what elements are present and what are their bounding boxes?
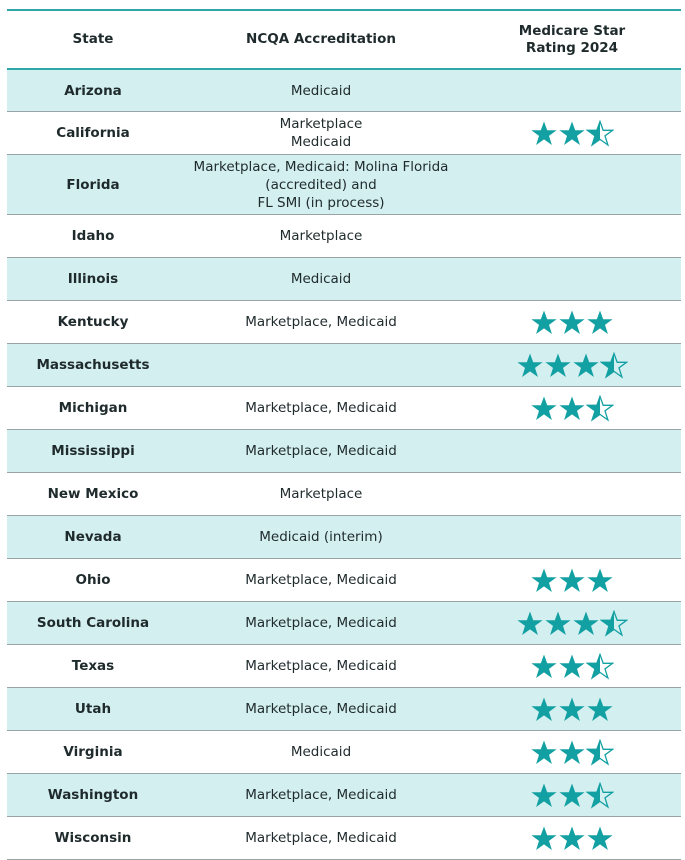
star-rating: [530, 653, 614, 680]
star-rating-cell: [463, 739, 681, 766]
star-full-icon: [586, 696, 614, 723]
star-rating-cell: [463, 610, 681, 637]
accreditation-cell: [179, 158, 463, 212]
star-full-icon: [530, 782, 558, 809]
accreditation-table: [7, 9, 681, 860]
accreditation-cell: [179, 829, 463, 847]
star-rating: [530, 825, 614, 852]
state-cell: Massachusetts: [36, 357, 150, 373]
accreditation-cell: [179, 313, 463, 331]
star-full-icon: [530, 309, 558, 336]
star-full-icon: [530, 739, 558, 766]
table-row: [7, 70, 681, 112]
state-cell: California: [56, 125, 130, 141]
table-row: [7, 688, 681, 731]
accreditation-cell: [179, 270, 463, 288]
star-rating: [530, 395, 614, 422]
accreditation-cell: [179, 700, 463, 718]
table-row: [7, 731, 681, 774]
accreditation-cell: [179, 571, 463, 589]
accreditation-line: Medicaid: [290, 134, 352, 150]
star-full-icon: [544, 352, 572, 379]
accreditation-line: Marketplace, Medicaid: [245, 443, 397, 459]
state-cell: Kentucky: [57, 314, 129, 330]
star-half-icon: [586, 395, 614, 422]
star-half-icon: [600, 610, 628, 637]
star-full-icon: [530, 567, 558, 594]
accreditation-cell: [179, 115, 463, 151]
accreditation-cell: [179, 786, 463, 804]
accreditation-line: Marketplace, Medicaid: [245, 400, 397, 416]
accreditation-line: Marketplace, Medicaid: [245, 658, 397, 674]
table-row: [7, 817, 681, 860]
star-rating: [530, 696, 614, 723]
star-half-icon: [600, 352, 628, 379]
star-full-icon: [586, 825, 614, 852]
table-body: [7, 70, 681, 860]
star-rating-cell: [463, 782, 681, 809]
star-rating: [530, 567, 614, 594]
state-cell: Mississippi: [51, 443, 135, 459]
star-full-icon: [516, 610, 544, 637]
accreditation-line: Medicaid: [290, 82, 352, 99]
table-row: [7, 155, 681, 215]
star-full-icon: [558, 739, 586, 766]
accreditation-line: Medicaid (interim): [259, 529, 383, 545]
star-full-icon: [558, 653, 586, 680]
state-cell: South Carolina: [36, 615, 150, 631]
accreditation-line: Marketplace, Medicaid: [245, 787, 397, 803]
accreditation-cell: [179, 227, 463, 245]
table-row: [7, 645, 681, 688]
table-row: [7, 559, 681, 602]
header-rating-line2: Rating 2024: [525, 39, 619, 56]
table-row: [7, 473, 681, 516]
star-full-icon: [558, 825, 586, 852]
state-cell: Ohio: [75, 572, 111, 588]
star-rating: [516, 610, 628, 637]
star-half-icon: [586, 120, 614, 147]
star-rating-cell: [463, 825, 681, 852]
accreditation-cell: [179, 82, 463, 100]
state-cell: Michigan: [58, 400, 128, 416]
star-full-icon: [586, 567, 614, 594]
state-cell: Washington: [47, 787, 139, 803]
accreditation-line: Medicaid: [290, 271, 352, 287]
star-rating: [530, 309, 614, 336]
star-half-icon: [586, 739, 614, 766]
star-full-icon: [530, 120, 558, 147]
state-cell: Illinois: [67, 271, 119, 287]
star-rating: [530, 739, 614, 766]
table-row: [7, 215, 681, 258]
accreditation-line: Marketplace, Medicaid: [245, 615, 397, 631]
accreditation-line: Marketplace, Medicaid: [245, 572, 397, 588]
accreditation-cell: [179, 743, 463, 761]
accreditation-cell: [179, 485, 463, 503]
star-half-icon: [586, 653, 614, 680]
star-full-icon: [530, 696, 558, 723]
table-header: [7, 11, 681, 70]
star-rating: [516, 352, 628, 379]
star-rating-cell: [463, 696, 681, 723]
accreditation-cell: [179, 657, 463, 675]
star-full-icon: [558, 696, 586, 723]
star-full-icon: [572, 352, 600, 379]
table-row: [7, 430, 681, 473]
state-cell: Virginia: [63, 744, 123, 760]
accreditation-line: Marketplace: [279, 116, 363, 132]
header-state: State: [72, 31, 114, 47]
accreditation-line: Marketplace, Medicaid: [245, 314, 397, 330]
star-full-icon: [530, 395, 558, 422]
star-rating-cell: [463, 352, 681, 379]
table-row: [7, 112, 681, 155]
accreditation-cell: [179, 614, 463, 632]
star-full-icon: [558, 120, 586, 147]
accreditation-line: Marketplace: [279, 228, 363, 244]
accreditation-line: Marketplace, Medicaid: [245, 830, 397, 846]
accreditation-line: (accredited) and: [265, 176, 377, 193]
state-cell: Utah: [74, 701, 112, 717]
star-rating: [530, 120, 614, 147]
state-cell: Wisconsin: [54, 830, 132, 846]
state-cell: Nevada: [64, 529, 122, 545]
star-full-icon: [558, 395, 586, 422]
star-full-icon: [530, 825, 558, 852]
header-rating-line1: Medicare Star: [518, 22, 626, 39]
header-ncqa: NCQA Accreditation: [246, 31, 396, 47]
star-full-icon: [558, 782, 586, 809]
table-row: [7, 516, 681, 559]
accreditation-cell: [179, 442, 463, 460]
table-row: [7, 344, 681, 387]
accreditation-line: Marketplace, Medicaid: Molina Florida: [193, 158, 449, 175]
accreditation-line: FL SMI (in process): [257, 194, 385, 211]
state-cell: Idaho: [71, 228, 115, 244]
star-rating-cell: [463, 653, 681, 680]
star-full-icon: [516, 352, 544, 379]
table-row: [7, 774, 681, 817]
star-full-icon: [558, 309, 586, 336]
accreditation-cell: [179, 528, 463, 546]
table-row: [7, 258, 681, 301]
state-cell: New Mexico: [47, 486, 139, 502]
star-rating-cell: [463, 567, 681, 594]
star-full-icon: [558, 567, 586, 594]
table-row: [7, 387, 681, 430]
header-rating: [463, 23, 681, 57]
accreditation-line: Medicaid: [290, 744, 352, 760]
table-row: [7, 301, 681, 344]
star-rating-cell: [463, 309, 681, 336]
star-rating-cell: [463, 120, 681, 147]
star-half-icon: [586, 782, 614, 809]
star-rating: [530, 782, 614, 809]
accreditation-cell: [179, 399, 463, 417]
accreditation-line: Marketplace, Medicaid: [245, 701, 397, 717]
star-full-icon: [572, 610, 600, 637]
star-full-icon: [530, 653, 558, 680]
star-full-icon: [586, 309, 614, 336]
accreditation-line: Marketplace: [279, 486, 363, 502]
star-full-icon: [544, 610, 572, 637]
table-row: [7, 602, 681, 645]
state-cell: Florida: [66, 176, 120, 193]
state-cell: Texas: [71, 658, 115, 674]
state-cell: Arizona: [64, 82, 122, 99]
star-rating-cell: [463, 395, 681, 422]
